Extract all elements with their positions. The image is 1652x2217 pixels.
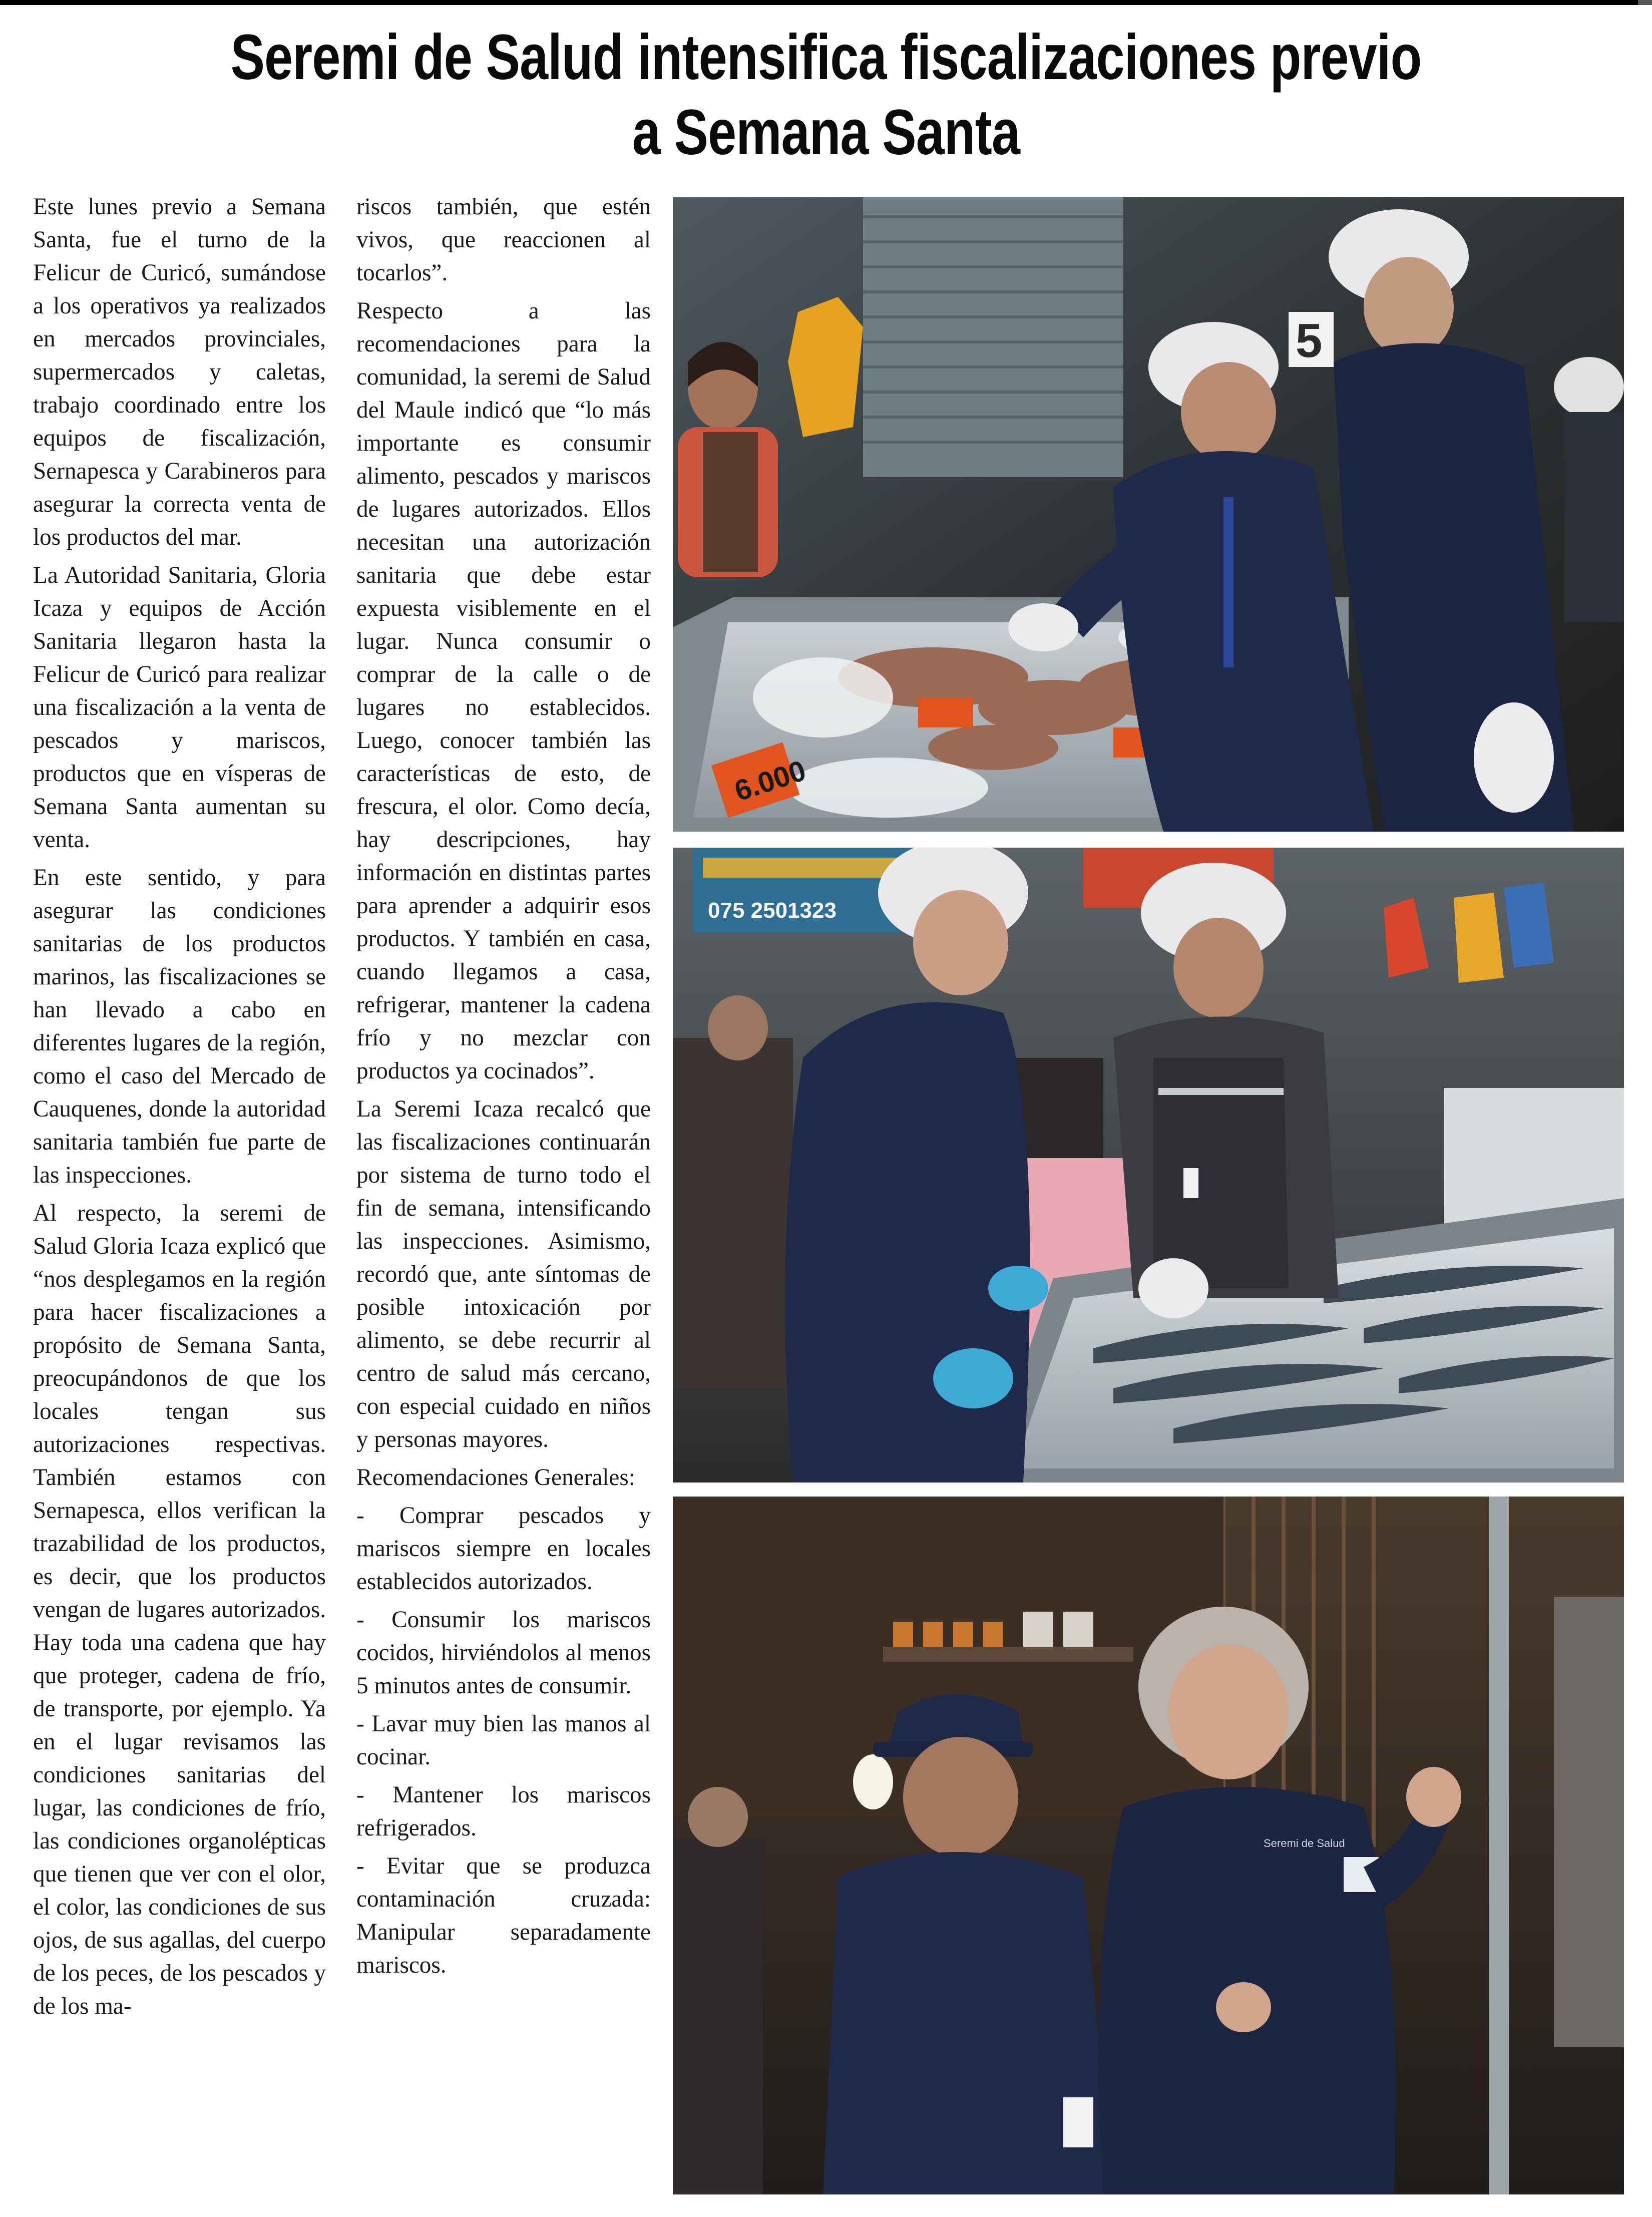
photo-inspection-seafood-counter xyxy=(673,197,1624,832)
paragraph: En este sentido, y para asegurar las condiciones sanitarias de los productos marinos, las fiscalizaciones se han llevado a cabo en diferentes lugares de la región, como el caso del Mercado de Cauquenes, donde la autoridad sanitaria también fue parte de las inspecciones. xyxy=(33,865,326,1188)
paragraph: Este lunes previo a Semana Santa, fue el turno de la Felicur de Curicó, sumándose a los operativos ya realizados en mercados provinciales, supermercados y caletas, trabajo coordinado entre los equipos de fiscalización, Sernapesca y Carabineros para asegurar la correcta venta de los productos del mar. xyxy=(33,194,326,550)
jacket-badge-text: Seremi de Salud xyxy=(1264,1837,1345,1850)
recommendation-item: - Lavar muy bien las manos al cocinar. xyxy=(356,1711,651,1770)
headline-line-2: a Semana Santa xyxy=(632,97,1020,168)
recommendation-item: - Consumir los mariscos cocidos, hirviéndolos al menos 5 minutos antes de consumir. xyxy=(356,1607,651,1699)
top-rule-end xyxy=(1638,0,1652,5)
paragraph: La Autoridad Sanitaria, Gloria Icaza y equipos de Acción Sanitaria llegaron hasta la Felicur de Curicó para realizar una fiscalización a la venta de pescados y mariscos, productos que en vísperas de Semana Santa aumentan su venta. xyxy=(33,562,326,853)
paragraph: La Seremi Icaza recalcó que las fiscalizaciones continuarán por sistema de turno todo el fin de semana, intensificando las inspecciones. Asimismo, recordó que, ante síntomas de posible intoxicación por alimento, se debe recurrir al centro de salud más cercano, con especial cuidado en niños y personas mayores. xyxy=(356,1096,651,1452)
headline xyxy=(225,20,1427,170)
headline-line-1: Seremi de Salud intensifica fiscalizaciones previo xyxy=(230,22,1422,93)
paragraph: Al respecto, la seremi de Salud Gloria Icaza explicó que “nos desplegamos en la región para hacer fiscalizaciones a propósito de Semana Santa, preocupándonos de que los locales tengan sus autorizaciones respectivas. También estamos con Sernapesca, ellos verifican la trazabilidad de los productos, es decir, que los productos vengan de lugares autorizados. Hay toda una cadena que hay que proteger, cadena de frío, de transporte, por ejemplo. Ya en el lugar revisamos las condiciones sanitarias del lugar, las condiciones de frío, las condiciones organolépticas que tienen que ver con el olor, el color, las condiciones de sus ojos, de sus agallas, del cuerpo de los peces, de los pescados y de los ma- xyxy=(33,1200,326,2019)
photo-inspectors-examining-fish xyxy=(673,848,1624,1483)
top-rule xyxy=(0,0,1652,5)
shop-phone-text: 075 2501323 xyxy=(708,898,837,923)
paragraph: Respecto a las recomendaciones para la comunidad, la seremi de Salud del Maule indicó que “lo más importante es consumir alimento, pescados y mariscos de lugares autorizados. Ellos necesitan una autorización sanitaria que debe estar expuesta visiblemente en el lugar. Nunca consumir o comprar de la calle o de lugares no establecidos. Luego, conocer también las características de esto, de frescura, el olor. Como decía, hay descripciones, hay información en distintas partes para aprender a adquirir esos productos. Y también en casa, cuando llegamos a casa, refrigerar, mantener la cadena frío y no mezclar con productos ya cocinados”. xyxy=(356,298,651,1084)
article-column-middle xyxy=(356,190,651,1987)
photo-inspectors-in-market xyxy=(673,1497,1624,2194)
recommendation-item: - Evitar que se produzca contaminación cruzada: Manipular separadamente mariscos. xyxy=(356,1853,651,1978)
paragraph: riscos también, que estén vivos, que reaccionen al tocarlos”. xyxy=(356,194,651,286)
stall-number-text: 5 xyxy=(1296,314,1323,367)
article-column-left xyxy=(33,190,326,2028)
recommendation-item: - Mantener los mariscos refrigerados. xyxy=(356,1782,651,1841)
subheading: Recomendaciones Generales: xyxy=(356,1464,635,1491)
recommendation-item: - Comprar pescados y mariscos siempre en locales establecidos autorizados. xyxy=(356,1503,651,1595)
price-tag-text: 6.000 xyxy=(730,754,810,808)
